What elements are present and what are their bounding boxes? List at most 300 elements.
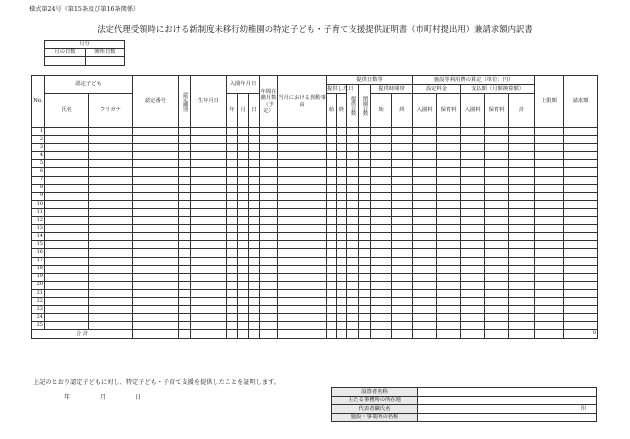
table-cell[interactable] xyxy=(260,241,278,249)
table-cell[interactable] xyxy=(89,160,133,168)
table-cell[interactable] xyxy=(461,176,485,184)
table-cell[interactable] xyxy=(191,200,227,208)
table-cell[interactable] xyxy=(509,281,535,289)
table-cell[interactable] xyxy=(337,322,347,330)
table-cell[interactable] xyxy=(227,297,238,305)
table-cell[interactable] xyxy=(461,192,485,200)
table-cell[interactable] xyxy=(327,128,337,136)
table-cell[interactable] xyxy=(509,265,535,273)
table-cell[interactable] xyxy=(227,184,238,192)
table-cell[interactable] xyxy=(45,192,89,200)
table-cell[interactable] xyxy=(133,306,179,314)
table-cell[interactable] xyxy=(359,306,371,314)
table-cell[interactable] xyxy=(249,233,260,241)
table-cell[interactable] xyxy=(260,265,278,273)
table-cell[interactable] xyxy=(535,200,564,208)
table-cell[interactable] xyxy=(133,249,179,257)
table-cell[interactable] xyxy=(238,322,249,330)
table-cell[interactable] xyxy=(509,306,535,314)
table-cell[interactable] xyxy=(509,322,535,330)
table-cell[interactable] xyxy=(278,192,327,200)
table-cell[interactable] xyxy=(485,152,509,160)
month-days-input[interactable] xyxy=(45,57,86,66)
table-cell[interactable] xyxy=(337,176,347,184)
table-cell[interactable] xyxy=(89,249,133,257)
table-cell[interactable] xyxy=(347,128,359,136)
table-cell[interactable] xyxy=(278,233,327,241)
table-cell[interactable] xyxy=(461,249,485,257)
table-cell[interactable] xyxy=(392,208,413,216)
table-cell[interactable] xyxy=(359,241,371,249)
table-cell[interactable] xyxy=(437,306,461,314)
table-cell[interactable] xyxy=(260,233,278,241)
table-cell[interactable] xyxy=(535,273,564,281)
table-cell[interactable] xyxy=(238,168,249,176)
table-cell[interactable] xyxy=(238,281,249,289)
table-cell[interactable] xyxy=(347,322,359,330)
table-cell[interactable] xyxy=(227,152,238,160)
table-cell[interactable] xyxy=(191,265,227,273)
table-cell[interactable] xyxy=(133,217,179,225)
table-cell[interactable] xyxy=(392,265,413,273)
table-cell[interactable] xyxy=(89,289,133,297)
table-cell[interactable] xyxy=(509,314,535,322)
table-cell[interactable] xyxy=(227,128,238,136)
table-cell[interactable] xyxy=(179,192,191,200)
table-cell[interactable] xyxy=(535,265,564,273)
table-cell[interactable] xyxy=(260,225,278,233)
table-cell[interactable] xyxy=(238,208,249,216)
table-cell[interactable] xyxy=(327,225,337,233)
table-cell[interactable] xyxy=(260,168,278,176)
table-cell[interactable] xyxy=(413,176,437,184)
table-cell[interactable] xyxy=(359,200,371,208)
table-cell[interactable] xyxy=(278,160,327,168)
table-cell[interactable] xyxy=(359,144,371,152)
table-cell[interactable] xyxy=(461,257,485,265)
table-cell[interactable] xyxy=(392,200,413,208)
table-cell[interactable] xyxy=(371,144,392,152)
table-cell[interactable] xyxy=(191,273,227,281)
table-cell[interactable] xyxy=(347,184,359,192)
table-cell[interactable] xyxy=(260,176,278,184)
table-cell[interactable] xyxy=(260,281,278,289)
table-cell[interactable] xyxy=(337,233,347,241)
table-cell[interactable] xyxy=(564,208,598,216)
table-cell[interactable] xyxy=(509,184,535,192)
table-cell[interactable] xyxy=(260,297,278,305)
table-cell[interactable] xyxy=(509,257,535,265)
table-cell[interactable] xyxy=(392,233,413,241)
table-cell[interactable] xyxy=(249,297,260,305)
table-cell[interactable] xyxy=(45,265,89,273)
table-cell[interactable] xyxy=(191,128,227,136)
table-cell[interactable] xyxy=(392,136,413,144)
table-cell[interactable] xyxy=(45,176,89,184)
table-cell[interactable] xyxy=(179,184,191,192)
table-cell[interactable] xyxy=(413,184,437,192)
table-cell[interactable] xyxy=(191,257,227,265)
table-cell[interactable] xyxy=(337,136,347,144)
table-cell[interactable] xyxy=(327,273,337,281)
provider-name-input[interactable] xyxy=(418,388,597,397)
table-cell[interactable] xyxy=(249,144,260,152)
table-cell[interactable] xyxy=(337,144,347,152)
table-cell[interactable] xyxy=(249,257,260,265)
representative-input[interactable] xyxy=(418,405,597,414)
table-cell[interactable] xyxy=(45,306,89,314)
table-cell[interactable] xyxy=(260,322,278,330)
table-cell[interactable] xyxy=(191,297,227,305)
table-cell[interactable] xyxy=(509,168,535,176)
table-cell[interactable] xyxy=(191,192,227,200)
table-cell[interactable] xyxy=(238,136,249,144)
table-cell[interactable] xyxy=(238,233,249,241)
table-cell[interactable] xyxy=(249,241,260,249)
table-cell[interactable] xyxy=(347,192,359,200)
table-cell[interactable] xyxy=(564,289,598,297)
table-cell[interactable] xyxy=(337,168,347,176)
table-cell[interactable] xyxy=(133,265,179,273)
table-cell[interactable] xyxy=(371,265,392,273)
table-cell[interactable] xyxy=(509,136,535,144)
table-cell[interactable] xyxy=(337,289,347,297)
table-cell[interactable] xyxy=(509,192,535,200)
table-cell[interactable] xyxy=(485,128,509,136)
table-cell[interactable] xyxy=(179,200,191,208)
table-cell[interactable] xyxy=(249,265,260,273)
table-cell[interactable] xyxy=(327,233,337,241)
table-cell[interactable] xyxy=(535,225,564,233)
table-cell[interactable] xyxy=(45,289,89,297)
table-cell[interactable] xyxy=(278,322,327,330)
table-cell[interactable] xyxy=(564,136,598,144)
table-cell[interactable] xyxy=(461,241,485,249)
table-cell[interactable] xyxy=(564,152,598,160)
table-cell[interactable] xyxy=(45,225,89,233)
table-cell[interactable] xyxy=(45,273,89,281)
table-cell[interactable] xyxy=(227,160,238,168)
table-cell[interactable] xyxy=(461,322,485,330)
table-cell[interactable] xyxy=(461,217,485,225)
table-cell[interactable] xyxy=(327,208,337,216)
table-cell[interactable] xyxy=(359,184,371,192)
table-cell[interactable] xyxy=(179,289,191,297)
table-cell[interactable] xyxy=(371,314,392,322)
table-cell[interactable] xyxy=(227,200,238,208)
table-cell[interactable] xyxy=(564,217,598,225)
table-cell[interactable] xyxy=(45,160,89,168)
table-cell[interactable] xyxy=(133,168,179,176)
table-cell[interactable] xyxy=(179,225,191,233)
table-cell[interactable] xyxy=(278,217,327,225)
table-cell[interactable] xyxy=(371,249,392,257)
table-cell[interactable] xyxy=(337,192,347,200)
table-cell[interactable] xyxy=(337,160,347,168)
table-cell[interactable] xyxy=(260,128,278,136)
table-cell[interactable] xyxy=(413,249,437,257)
table-cell[interactable] xyxy=(392,168,413,176)
table-cell[interactable] xyxy=(347,306,359,314)
table-cell[interactable] xyxy=(89,168,133,176)
table-cell[interactable] xyxy=(564,306,598,314)
table-cell[interactable] xyxy=(89,233,133,241)
table-cell[interactable] xyxy=(278,306,327,314)
table-cell[interactable] xyxy=(371,200,392,208)
table-cell[interactable] xyxy=(278,265,327,273)
table-cell[interactable] xyxy=(564,160,598,168)
table-cell[interactable] xyxy=(461,297,485,305)
table-cell[interactable] xyxy=(179,241,191,249)
table-cell[interactable] xyxy=(535,233,564,241)
table-cell[interactable] xyxy=(327,257,337,265)
table-cell[interactable] xyxy=(371,297,392,305)
table-cell[interactable] xyxy=(278,225,327,233)
table-cell[interactable] xyxy=(509,233,535,241)
table-cell[interactable] xyxy=(564,241,598,249)
table-cell[interactable] xyxy=(89,273,133,281)
table-cell[interactable] xyxy=(45,314,89,322)
table-cell[interactable] xyxy=(485,160,509,168)
table-cell[interactable] xyxy=(485,208,509,216)
table-cell[interactable] xyxy=(327,217,337,225)
table-cell[interactable] xyxy=(535,208,564,216)
table-cell[interactable] xyxy=(179,322,191,330)
table-cell[interactable] xyxy=(227,208,238,216)
table-cell[interactable] xyxy=(392,241,413,249)
table-cell[interactable] xyxy=(133,136,179,144)
table-cell[interactable] xyxy=(179,160,191,168)
table-cell[interactable] xyxy=(359,249,371,257)
table-cell[interactable] xyxy=(509,144,535,152)
table-cell[interactable] xyxy=(485,184,509,192)
table-cell[interactable] xyxy=(371,306,392,314)
table-cell[interactable] xyxy=(347,265,359,273)
table-cell[interactable] xyxy=(392,225,413,233)
table-cell[interactable] xyxy=(227,281,238,289)
table-cell[interactable] xyxy=(461,168,485,176)
table-cell[interactable] xyxy=(133,289,179,297)
table-cell[interactable] xyxy=(133,160,179,168)
table-cell[interactable] xyxy=(437,265,461,273)
table-cell[interactable] xyxy=(485,176,509,184)
table-cell[interactable] xyxy=(535,160,564,168)
table-cell[interactable] xyxy=(260,273,278,281)
table-cell[interactable] xyxy=(437,160,461,168)
table-cell[interactable] xyxy=(191,208,227,216)
table-cell[interactable] xyxy=(238,273,249,281)
table-cell[interactable] xyxy=(249,176,260,184)
table-cell[interactable] xyxy=(238,200,249,208)
table-cell[interactable] xyxy=(133,273,179,281)
table-cell[interactable] xyxy=(392,217,413,225)
table-cell[interactable] xyxy=(45,257,89,265)
table-cell[interactable] xyxy=(392,176,413,184)
table-cell[interactable] xyxy=(337,217,347,225)
table-cell[interactable] xyxy=(437,225,461,233)
table-cell[interactable] xyxy=(535,297,564,305)
table-cell[interactable] xyxy=(347,233,359,241)
table-cell[interactable] xyxy=(413,297,437,305)
table-cell[interactable] xyxy=(535,241,564,249)
table-cell[interactable] xyxy=(260,257,278,265)
table-cell[interactable] xyxy=(509,297,535,305)
table-cell[interactable] xyxy=(413,257,437,265)
table-cell[interactable] xyxy=(227,168,238,176)
table-cell[interactable] xyxy=(337,314,347,322)
table-cell[interactable] xyxy=(461,152,485,160)
table-cell[interactable] xyxy=(485,265,509,273)
table-cell[interactable] xyxy=(535,136,564,144)
table-cell[interactable] xyxy=(260,289,278,297)
table-cell[interactable] xyxy=(327,322,337,330)
table-cell[interactable] xyxy=(461,265,485,273)
table-cell[interactable] xyxy=(89,225,133,233)
facility-name-input[interactable] xyxy=(418,413,597,422)
table-cell[interactable] xyxy=(278,273,327,281)
table-cell[interactable] xyxy=(227,257,238,265)
table-cell[interactable] xyxy=(485,144,509,152)
table-cell[interactable] xyxy=(437,322,461,330)
table-cell[interactable] xyxy=(337,273,347,281)
table-cell[interactable] xyxy=(509,241,535,249)
table-cell[interactable] xyxy=(564,314,598,322)
table-cell[interactable] xyxy=(327,176,337,184)
table-cell[interactable] xyxy=(260,314,278,322)
table-cell[interactable] xyxy=(485,306,509,314)
table-cell[interactable] xyxy=(509,249,535,257)
table-cell[interactable] xyxy=(179,176,191,184)
table-cell[interactable] xyxy=(461,208,485,216)
table-cell[interactable] xyxy=(371,152,392,160)
table-cell[interactable] xyxy=(337,281,347,289)
table-cell[interactable] xyxy=(179,217,191,225)
table-cell[interactable] xyxy=(485,136,509,144)
table-cell[interactable] xyxy=(347,144,359,152)
table-cell[interactable] xyxy=(359,225,371,233)
table-cell[interactable] xyxy=(179,314,191,322)
table-cell[interactable] xyxy=(227,314,238,322)
table-cell[interactable] xyxy=(89,241,133,249)
table-cell[interactable] xyxy=(413,144,437,152)
table-cell[interactable] xyxy=(392,314,413,322)
table-cell[interactable] xyxy=(278,289,327,297)
table-cell[interactable] xyxy=(437,192,461,200)
table-cell[interactable] xyxy=(278,297,327,305)
table-cell[interactable] xyxy=(371,184,392,192)
table-cell[interactable] xyxy=(413,281,437,289)
table-cell[interactable] xyxy=(337,152,347,160)
table-cell[interactable] xyxy=(227,217,238,225)
table-cell[interactable] xyxy=(437,217,461,225)
table-cell[interactable] xyxy=(564,322,598,330)
table-cell[interactable] xyxy=(461,306,485,314)
table-cell[interactable] xyxy=(227,306,238,314)
table-cell[interactable] xyxy=(45,208,89,216)
table-cell[interactable] xyxy=(238,192,249,200)
table-cell[interactable] xyxy=(564,128,598,136)
table-cell[interactable] xyxy=(249,225,260,233)
table-cell[interactable] xyxy=(564,233,598,241)
table-cell[interactable] xyxy=(337,241,347,249)
table-cell[interactable] xyxy=(564,281,598,289)
table-cell[interactable] xyxy=(249,314,260,322)
table-cell[interactable] xyxy=(278,200,327,208)
table-cell[interactable] xyxy=(413,306,437,314)
table-cell[interactable] xyxy=(89,297,133,305)
table-cell[interactable] xyxy=(260,217,278,225)
table-cell[interactable] xyxy=(238,249,249,257)
table-cell[interactable] xyxy=(371,168,392,176)
table-cell[interactable] xyxy=(238,241,249,249)
table-cell[interactable] xyxy=(392,257,413,265)
table-cell[interactable] xyxy=(461,233,485,241)
table-cell[interactable] xyxy=(485,168,509,176)
table-cell[interactable] xyxy=(535,289,564,297)
table-cell[interactable] xyxy=(535,184,564,192)
table-cell[interactable] xyxy=(191,176,227,184)
table-cell[interactable] xyxy=(485,322,509,330)
table-cell[interactable] xyxy=(509,225,535,233)
table-cell[interactable] xyxy=(509,217,535,225)
table-cell[interactable] xyxy=(179,273,191,281)
table-cell[interactable] xyxy=(461,281,485,289)
table-cell[interactable] xyxy=(347,208,359,216)
table-cell[interactable] xyxy=(260,152,278,160)
table-cell[interactable] xyxy=(392,281,413,289)
table-cell[interactable] xyxy=(413,241,437,249)
table-cell[interactable] xyxy=(249,217,260,225)
table-cell[interactable] xyxy=(564,184,598,192)
table-cell[interactable] xyxy=(535,257,564,265)
table-cell[interactable] xyxy=(359,322,371,330)
table-cell[interactable] xyxy=(371,289,392,297)
table-cell[interactable] xyxy=(191,314,227,322)
table-cell[interactable] xyxy=(327,160,337,168)
table-cell[interactable] xyxy=(347,168,359,176)
table-cell[interactable] xyxy=(191,144,227,152)
table-cell[interactable] xyxy=(347,281,359,289)
table-cell[interactable] xyxy=(359,208,371,216)
table-cell[interactable] xyxy=(347,152,359,160)
table-cell[interactable] xyxy=(45,233,89,241)
table-cell[interactable] xyxy=(485,281,509,289)
table-cell[interactable] xyxy=(437,176,461,184)
table-cell[interactable] xyxy=(337,265,347,273)
table-cell[interactable] xyxy=(45,144,89,152)
table-cell[interactable] xyxy=(413,273,437,281)
table-cell[interactable] xyxy=(133,152,179,160)
table-cell[interactable] xyxy=(371,273,392,281)
table-cell[interactable] xyxy=(249,306,260,314)
table-cell[interactable] xyxy=(179,208,191,216)
table-cell[interactable] xyxy=(437,289,461,297)
table-cell[interactable] xyxy=(461,128,485,136)
table-cell[interactable] xyxy=(359,136,371,144)
table-cell[interactable] xyxy=(227,144,238,152)
table-cell[interactable] xyxy=(238,160,249,168)
table-cell[interactable] xyxy=(133,281,179,289)
table-cell[interactable] xyxy=(133,208,179,216)
table-cell[interactable] xyxy=(347,225,359,233)
table-cell[interactable] xyxy=(359,217,371,225)
table-cell[interactable] xyxy=(359,257,371,265)
table-cell[interactable] xyxy=(461,225,485,233)
table-cell[interactable] xyxy=(260,192,278,200)
table-cell[interactable] xyxy=(327,241,337,249)
table-cell[interactable] xyxy=(337,200,347,208)
table-cell[interactable] xyxy=(227,233,238,241)
